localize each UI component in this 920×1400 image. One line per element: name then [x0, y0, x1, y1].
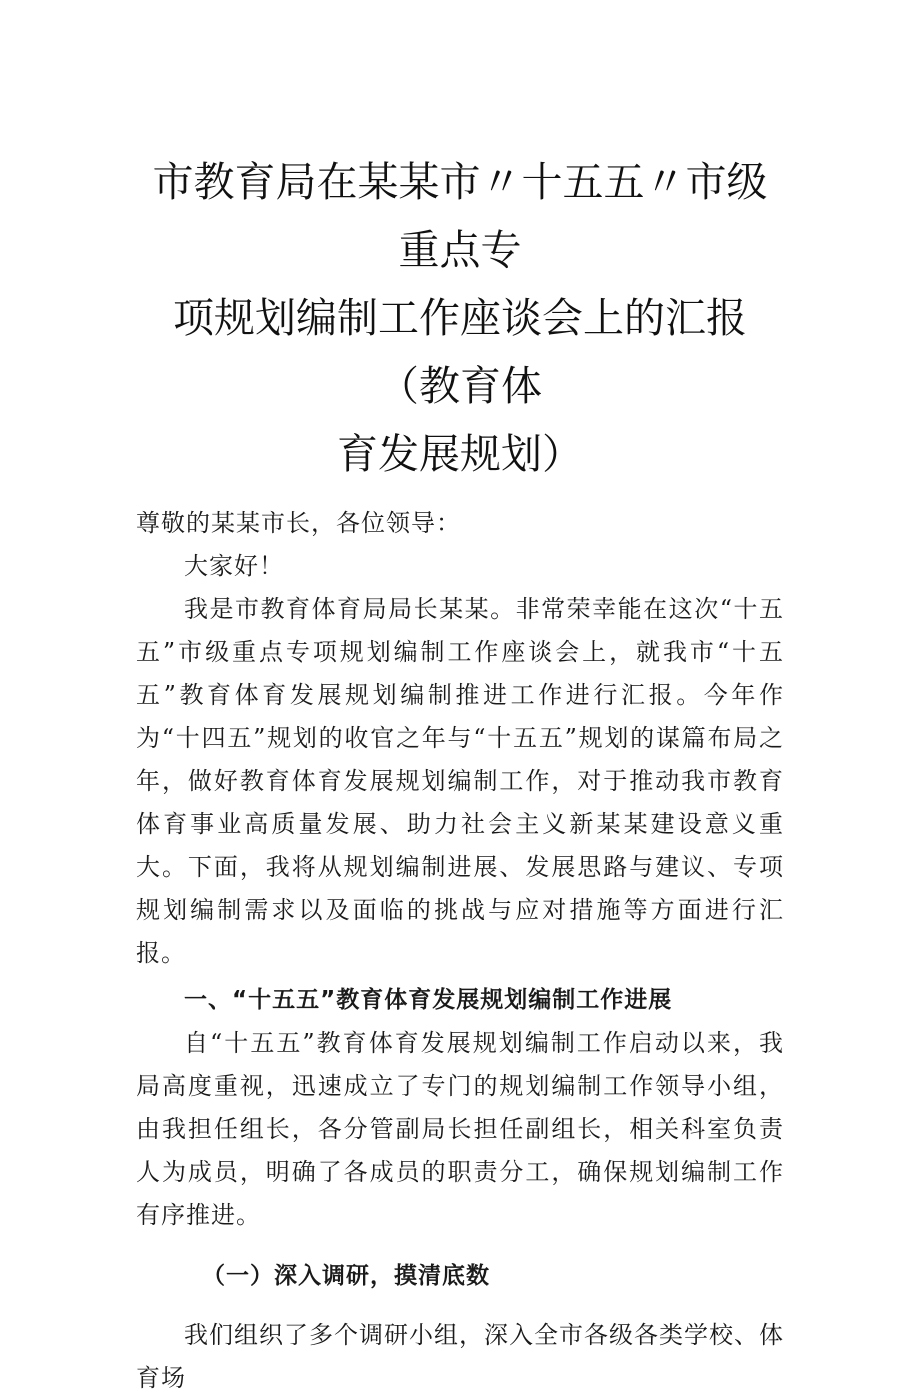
title-line-2: 项规划编制工作座谈会上的汇报（教育体	[173, 294, 747, 410]
title-line-1: 市教育局在某某市〃十五五〃市级重点专	[152, 158, 768, 274]
subsection-heading: （一）深入调研，摸清底数	[202, 1263, 490, 1289]
document-title	[136, 148, 784, 488]
section-heading: 一、“十五五”教育体育发展规划编制工作进展	[184, 987, 673, 1013]
section-paragraph: 自“十五五”教育体育发展规划编制工作启动以来，我局高度重视，迅速成立了专门的规划编制工作领导小组，由我担任组长，各分管副局长担任副组长，相关科室负责人为成员，明确了各成员的职责分工，确保规划编制工作有序推进。	[136, 1029, 784, 1229]
intro-paragraph: 我是市教育体育局局长某某。非常荣幸能在这次“十五五”市级重点专项规划编制工作座谈会上，就我市“十五五”教育体育发展规划编制推进工作进行汇报。今年作为“十四五”规划的收官之年与“十五五”规划的谋篇布局之年，做好教育体育发展规划编制工作，对于推动我市教育体育事业高质量发展、助力社会主义新某某建设意义重大。下面，我将从规划编制进展、发展思路与建议、专项规划编制需求以及面临的挑战与应对措施等方面进行汇报。	[136, 595, 784, 967]
subsection-paragraph: 我们组织了多个调研小组，深入全市各级各类学校、体育场	[136, 1321, 784, 1392]
greeting: 大家好！	[184, 552, 284, 580]
salutation: 尊敬的某某市长，各位领导：	[136, 509, 461, 537]
title-line-3: 育发展规划）	[337, 430, 583, 478]
